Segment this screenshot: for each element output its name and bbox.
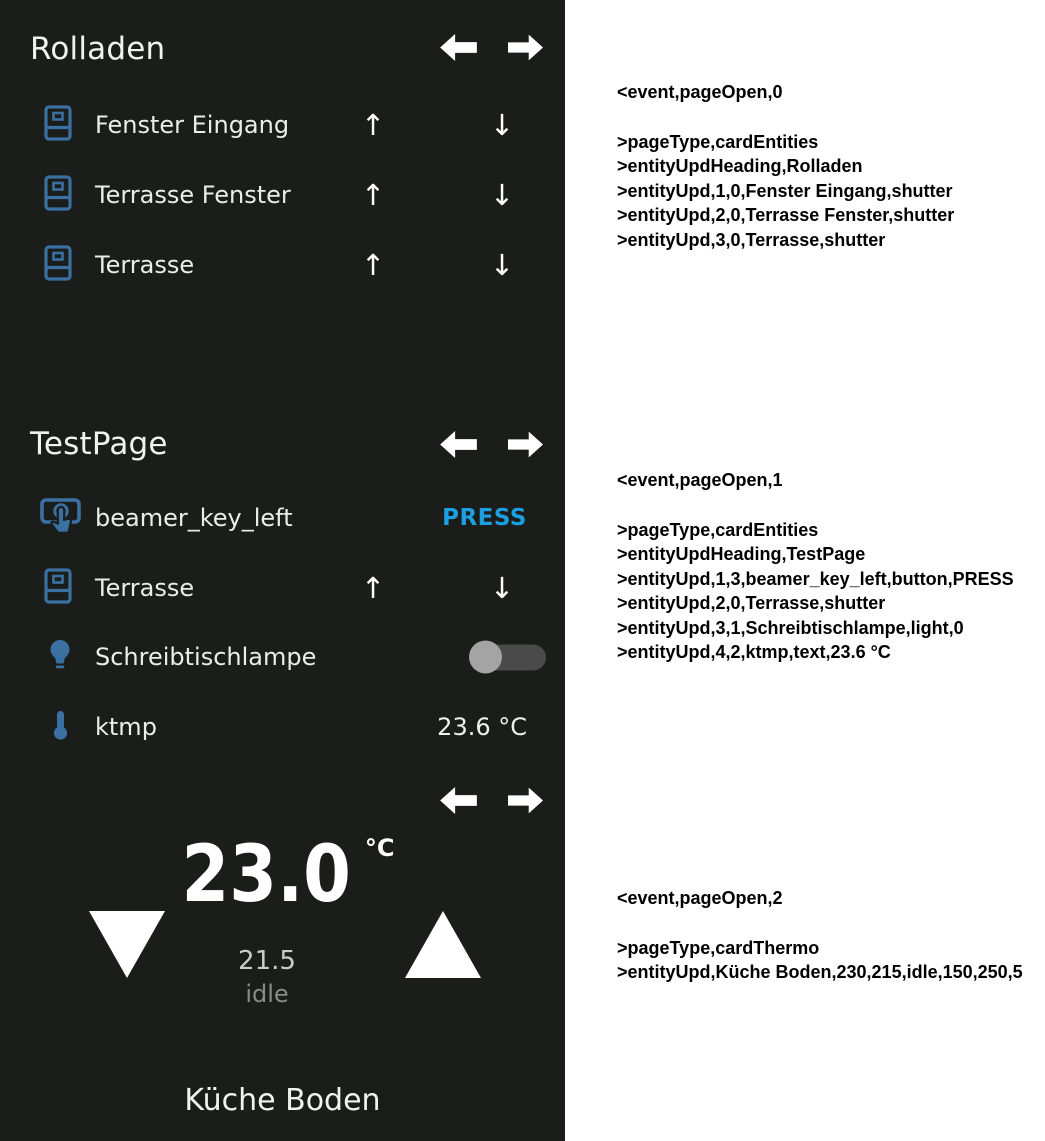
shutter-up-button[interactable]: ↑ <box>360 248 386 282</box>
arrow-right-bold-icon[interactable] <box>508 430 543 459</box>
log-event-line: <event,pageOpen,1 <box>617 470 783 490</box>
log-line: >pageType,cardThermo <box>617 937 820 958</box>
log-lines <box>617 936 1023 985</box>
entity-label: Terrasse <box>95 251 195 279</box>
log-line: >entityUpd,3,1,Schreibtischlampe,light,0 <box>617 617 964 638</box>
entity-row <box>0 230 565 300</box>
entity-label: Terrasse <box>95 574 195 602</box>
thermometer-icon <box>52 710 69 744</box>
temp-decrease-button[interactable] <box>89 911 165 978</box>
temp-increase-button[interactable] <box>405 911 481 978</box>
setpoint-temperature: 21.5 <box>238 946 296 976</box>
arrow-left-bold-icon[interactable] <box>440 33 477 62</box>
shutter-icon <box>44 245 72 285</box>
shutter-down-button[interactable]: ↓ <box>489 571 515 605</box>
log-line: >entityUpd,1,0,Fenster Eingang,shutter <box>617 180 953 201</box>
current-temperature <box>0 830 565 920</box>
log-line: >entityUpd,3,0,Terrasse,shutter <box>617 229 886 250</box>
entity-label: beamer_key_left <box>95 504 293 532</box>
log-line: >pageType,cardEntities <box>617 519 819 540</box>
page-nav-testpage <box>440 430 543 459</box>
log-line: >entityUpd,2,0,Terrasse,shutter <box>617 593 886 613</box>
entity-row <box>0 483 565 553</box>
toggle-knob <box>469 641 502 674</box>
entity-row <box>0 90 565 160</box>
log-line: >entityUpd,Küche Boden,230,215,idle,150,250,5 <box>617 962 1023 982</box>
shutter-down-button[interactable]: ↓ <box>489 178 515 212</box>
log-lines <box>617 130 954 253</box>
arrow-right-bold-icon[interactable] <box>508 33 543 62</box>
entity-row <box>0 692 565 762</box>
press-button[interactable]: PRESS <box>442 505 527 531</box>
entity-label: Fenster Eingang <box>95 111 290 139</box>
log-line: >entityUpdHeading,Rolladen <box>617 156 863 176</box>
shutter-up-button[interactable]: ↑ <box>360 108 386 142</box>
log-lines <box>617 518 1014 665</box>
temperature-unit: °C <box>364 834 395 862</box>
log-line: >entityUpd,4,2,ktmp,text,23.6 °C <box>617 642 891 662</box>
arrow-left-bold-icon[interactable] <box>440 430 477 459</box>
arrow-left-bold-icon[interactable] <box>440 786 477 815</box>
log-line: >entityUpd,2,0,Terrasse Fenster,shutter <box>617 205 955 225</box>
page-nav-rolladen <box>440 33 543 62</box>
shutter-down-button[interactable]: ↓ <box>489 248 515 282</box>
log-event-line: <event,pageOpen,0 <box>617 82 783 102</box>
light-toggle[interactable] <box>469 641 546 674</box>
shutter-icon <box>44 568 72 608</box>
shutter-up-button[interactable]: ↑ <box>360 178 386 212</box>
entity-row <box>0 622 565 692</box>
shutter-down-button[interactable]: ↓ <box>489 108 515 142</box>
page-title-testpage: TestPage <box>30 426 168 462</box>
lightbulb-icon <box>46 639 74 676</box>
page-title-rolladen: Rolladen <box>30 31 166 67</box>
text-entity-value: 23.6 °C <box>437 713 527 741</box>
log-block-page1 <box>617 468 1014 665</box>
thermostat-state: idle <box>245 980 289 1008</box>
log-line: >pageType,cardEntities <box>617 131 819 152</box>
log-block-page2 <box>617 886 1023 985</box>
log-line: >entityUpdHeading,TestPage <box>617 544 866 564</box>
log-line: >entityUpd,1,3,beamer_key_left,button,PRESS <box>617 568 1014 589</box>
shutter-icon <box>44 105 72 145</box>
entity-label: Terrasse Fenster <box>95 181 291 209</box>
gesture-tap-icon <box>40 496 82 540</box>
entity-row <box>0 160 565 230</box>
shutter-up-button[interactable]: ↑ <box>360 571 386 605</box>
entity-label: ktmp <box>95 713 157 741</box>
log-event-line: <event,pageOpen,2 <box>617 888 783 908</box>
entity-row <box>0 553 565 623</box>
shutter-icon <box>44 175 72 215</box>
arrow-right-bold-icon[interactable] <box>508 786 543 815</box>
current-temperature-value: 23.0 <box>182 830 352 920</box>
thermostat-title: Küche Boden <box>184 1083 381 1118</box>
log-block-page0 <box>617 80 954 252</box>
page-nav-thermo <box>440 786 543 815</box>
entity-label: Schreibtischlampe <box>95 643 317 671</box>
